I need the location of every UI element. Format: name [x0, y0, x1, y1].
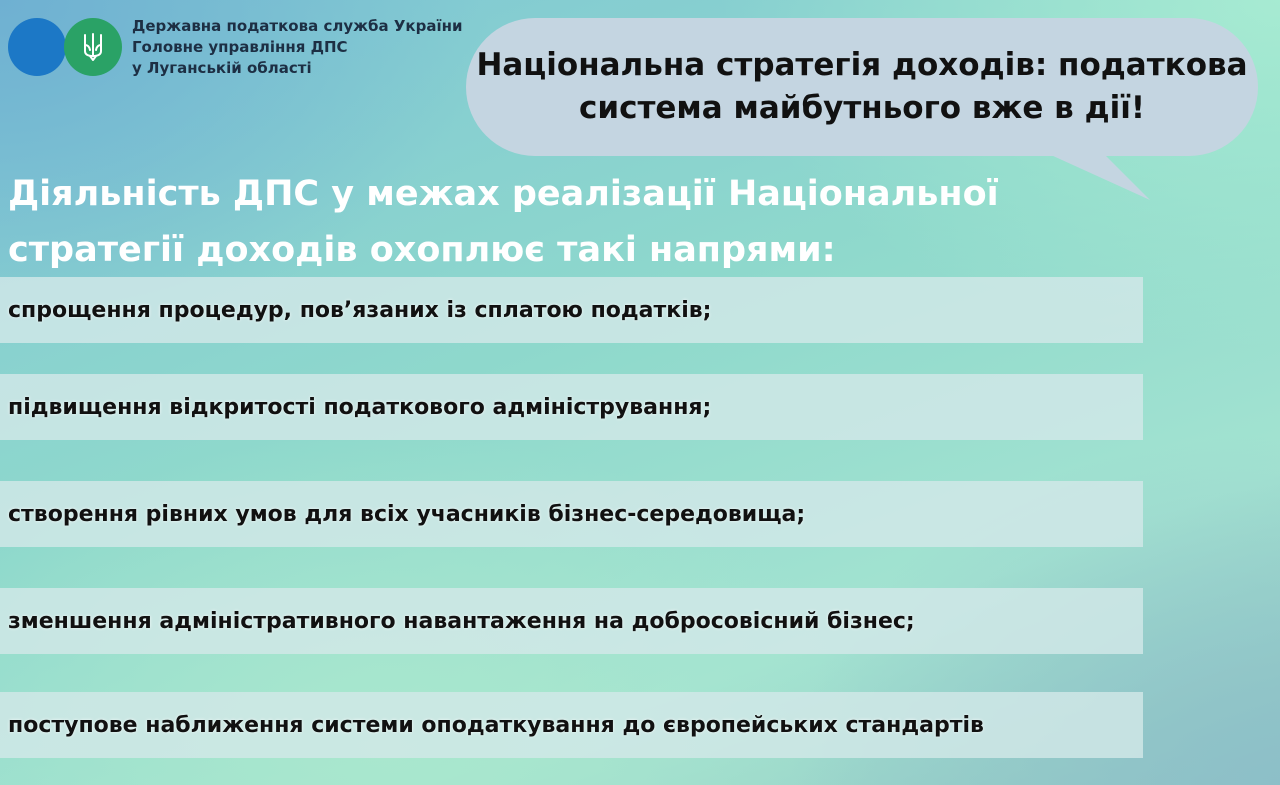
speech-bubble: [466, 18, 1258, 156]
list-item-text: зменшення адміністративного навантаження на добросовісний бізнес;: [8, 608, 915, 634]
logo-blue-circle: [8, 18, 66, 76]
trident-icon: [82, 31, 104, 63]
list-item-text: підвищення відкритості податкового адміністрування;: [8, 394, 712, 420]
list-item-text: спрощення процедур, пов’язаних із сплатою податків;: [8, 297, 712, 323]
list-item: [0, 588, 1143, 654]
org-name-line-3: у Луганській області: [132, 59, 312, 77]
org-name-line-2: Головне управління ДПС: [132, 38, 348, 56]
org-name: [132, 16, 462, 79]
list-item-text: поступове наближення системи оподаткування до європейських стандартів: [8, 712, 984, 738]
list-item: [0, 692, 1143, 758]
list-item: [0, 481, 1143, 547]
list-item: [0, 277, 1143, 343]
list-item-text: створення рівних умов для всіх учасників бізнес-середовища;: [8, 501, 806, 527]
logo-green-circle: [64, 18, 122, 76]
speech-bubble-tail: [1040, 150, 1160, 210]
org-name-line-1: Державна податкова служба України: [132, 17, 463, 35]
main-heading: Діяльність ДПС у межах реалізації Національної стратегії доходів охоплює такі напрями:: [8, 174, 999, 270]
list-item: [0, 374, 1143, 440]
dps-logo: [8, 18, 462, 79]
bubble-title: Національна стратегія доходів: податкова система майбутнього вже в дії!: [476, 47, 1248, 126]
